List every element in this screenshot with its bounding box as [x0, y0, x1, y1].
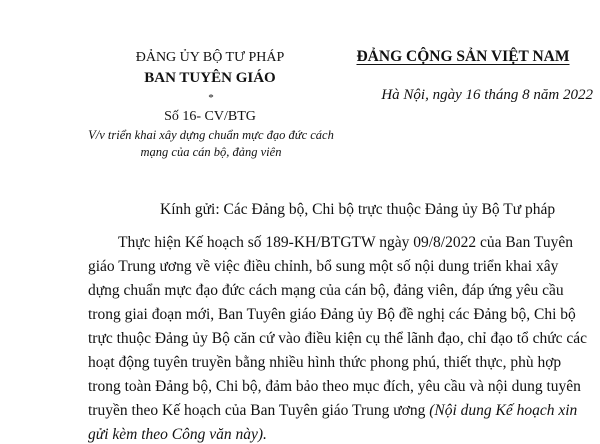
star-separator: *	[208, 92, 214, 104]
body-line: trực thuộc Đảng ủy Bộ căn cứ vào điều kiện cụ thể lãnh đạo, chỉ đạo tổ chức các	[88, 330, 588, 347]
body-text-italic: (Nội dung Kế hoạch xin	[429, 402, 578, 419]
party-name: ĐẢNG CỘNG SẢN VIỆT NAM	[356, 48, 570, 65]
body-line: giáo Trung ương về việc điều chỉnh, bổ sung một số nội dung triển khai xây	[88, 258, 559, 275]
body-text-plain: truyền theo Kế hoạch của Ban Tuyên giáo Trung ương	[88, 402, 430, 419]
body-line	[88, 402, 577, 420]
subject-line-2: mạng của cán bộ, đảng viên	[140, 145, 282, 159]
body-line: hoạt động tuyên truyền bằng nhiều hình thức phong phú, thiết thực, phù hợp	[88, 354, 562, 371]
body-line: trong giai đoạn mới, Ban Tuyên giáo Đảng ủy Bộ đề nghị các Đảng bộ, Chi bộ	[88, 306, 576, 323]
addressee: Kính gửi: Các Đảng bộ, Chi bộ trực thuộc Đảng ủy Bộ Tư pháp	[160, 201, 556, 218]
body-line: dựng chuẩn mực đạo đức cách mạng của cán bộ, đảng viên, đáp ứng yêu cầu	[88, 282, 564, 299]
org-name-line2: BAN TUYÊN GIÁO	[144, 70, 276, 86]
body-line: trong toàn Đảng bộ, Chi bộ, đảm bảo theo mục đích, yêu cầu và nội dung tuyên	[88, 378, 581, 395]
body-line: Thực hiện Kế hoạch số 189-KH/BTGTW ngày 09/8/2022 của Ban Tuyên	[118, 234, 573, 251]
date-line: Hà Nội, ngày 16 tháng 8 năm 2022	[381, 87, 593, 103]
document-number: Số 16- CV/BTG	[164, 109, 256, 124]
subject-line-1: V/v triển khai xây dựng chuẩn mực đạo đức cách	[88, 128, 334, 142]
body-line-final: gửi kèm theo Công văn này).	[88, 426, 267, 443]
org-name-line1: ĐẢNG ỦY BỘ TƯ PHÁP	[135, 50, 285, 65]
